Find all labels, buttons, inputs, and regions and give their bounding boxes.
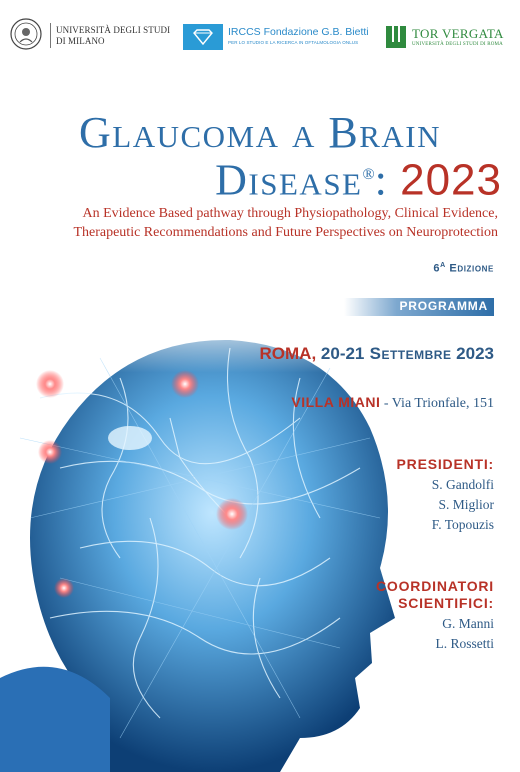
programma-label: PROGRAMMA xyxy=(399,299,488,313)
event-date xyxy=(260,344,494,364)
presidenti-heading: PRESIDENTI: xyxy=(396,456,494,472)
event-city: ROMA, xyxy=(259,344,317,363)
edition-sup: A xyxy=(440,262,446,269)
university-seal-icon xyxy=(10,18,42,50)
event-month: Settembre xyxy=(364,344,452,363)
event-year: 2023 xyxy=(451,344,494,363)
title-disease: Disease xyxy=(215,155,363,205)
venue-name: VILLA MIANI xyxy=(291,394,381,410)
venue-address: - Via Trionfale, 151 xyxy=(380,396,494,411)
title-line2 xyxy=(215,152,502,204)
torvergata-logo xyxy=(384,24,504,52)
unimi-line1: UNIVERSITÀ DEGLI STUDI xyxy=(56,25,171,35)
edition-label xyxy=(433,262,494,275)
title-year: 2023 xyxy=(386,155,502,205)
event-days: 20-21 xyxy=(316,344,365,363)
event-venue xyxy=(291,394,494,412)
bietti-subtitle: PER LO STUDIO E LA RICERCA IN OFTALMOLOGIA ONLUS xyxy=(228,40,359,45)
subtitle xyxy=(28,204,498,242)
unimi-line2: DI MILANO xyxy=(56,36,105,46)
coordinator-name: G. Manni xyxy=(442,616,494,631)
bietti-name: IRCCS Fondazione G.B. Bietti xyxy=(228,26,369,38)
title-colon: : xyxy=(374,155,387,205)
bietti-mark xyxy=(183,24,223,50)
coordinator-name: L. Rossetti xyxy=(435,636,494,651)
logo-divider xyxy=(50,23,51,48)
programma-banner xyxy=(344,298,494,316)
coordinatori-heading-line2: SCIENTIFICI: xyxy=(398,595,494,611)
edition-number: 6 xyxy=(433,262,441,275)
subtitle-line1: An Evidence Based pathway through Physiopathology, Clinical Evidence, xyxy=(82,206,498,221)
bietti-logo xyxy=(183,24,369,50)
torvergata-subtitle: UNIVERSITÀ DEGLI STUDI DI ROMA xyxy=(412,42,503,47)
diamond-icon xyxy=(183,24,223,50)
torvergata-tower-icon xyxy=(384,24,408,50)
title-line1: Glaucoma a Brain xyxy=(78,108,441,157)
coordinatori-heading-line1: COORDINATORI xyxy=(376,578,494,594)
subtitle-line2: Therapeutic Recommendations and Future Perspectives on Neuroprotection xyxy=(73,225,498,240)
unimi-logo xyxy=(10,18,175,54)
unimi-name xyxy=(56,25,170,47)
coordinatori-heading xyxy=(376,578,494,612)
president-name: S. Miglior xyxy=(438,497,494,512)
edition-text: Edizione xyxy=(445,262,494,275)
president-name: S. Gandolfi xyxy=(431,477,494,492)
brain-neurons-illustration xyxy=(0,318,400,772)
president-name: F. Topouzis xyxy=(431,517,494,532)
registered-mark: ® xyxy=(362,166,375,183)
torvergata-name: TOR VERGATA xyxy=(412,26,504,41)
